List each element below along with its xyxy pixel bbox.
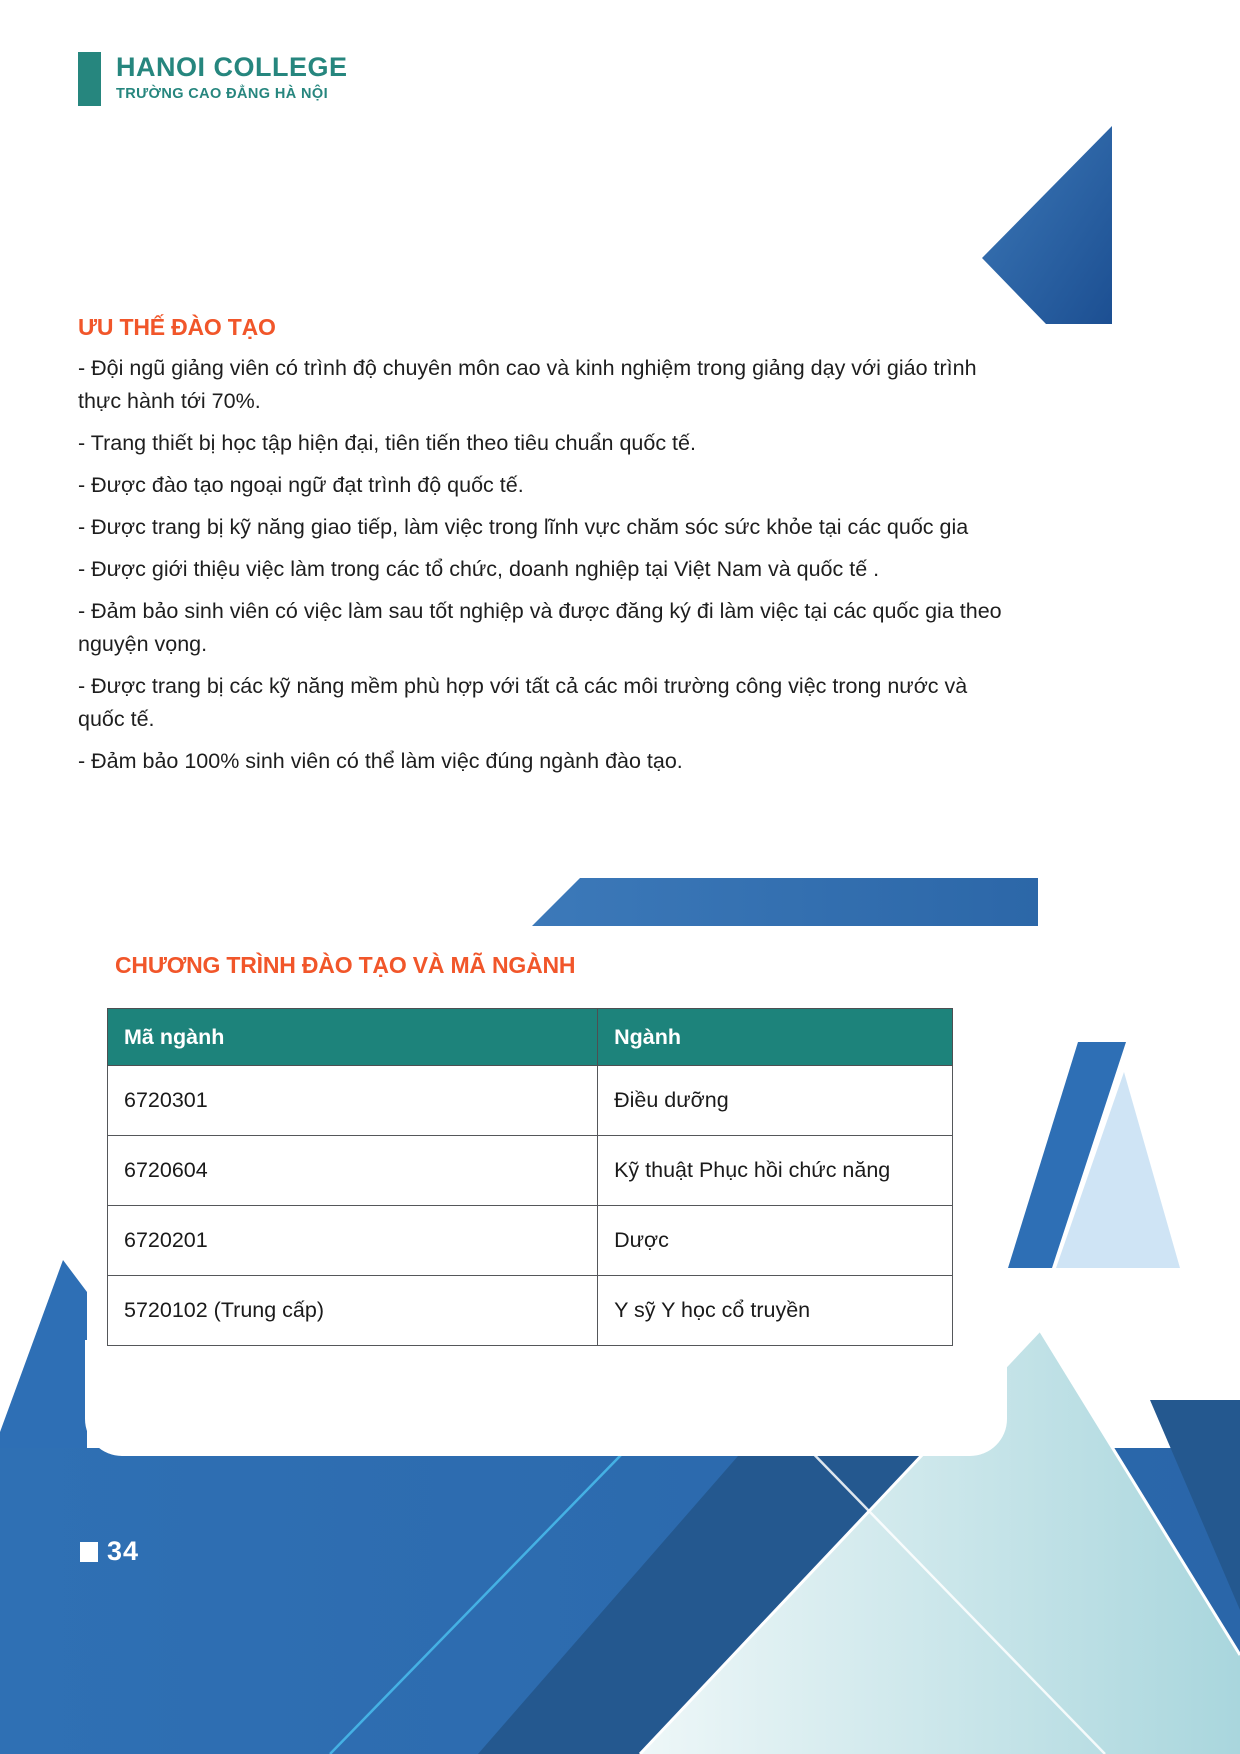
- cell-code: 6720301: [108, 1066, 598, 1136]
- table-row: [108, 1066, 953, 1136]
- column-header-code: Mã ngành: [108, 1009, 598, 1066]
- advantage-item: - Được đào tạo ngoại ngữ đạt trình độ quốc tế.: [78, 473, 524, 497]
- advantage-item: - Được giới thiệu việc làm trong các tổ chức, doanh nghiệp tại Việt Nam và quốc tế .: [78, 557, 880, 581]
- page-number-value: 34: [107, 1536, 140, 1566]
- cell-major: Dược: [598, 1206, 953, 1276]
- cell-code: 6720604: [108, 1136, 598, 1206]
- logo-title: HANOI COLLEGE: [116, 52, 348, 82]
- advantages-heading: ƯU THẾ ĐÀO TẠO: [78, 314, 276, 340]
- table-row: [108, 1276, 953, 1346]
- advantage-item: - Được trang bị kỹ năng giao tiếp, làm việc trong lĩnh vực chăm sóc sức khỏe tại các quốc gia: [78, 515, 969, 539]
- logo-bar-icon: [78, 52, 101, 106]
- advantage-item: - Đội ngũ giảng viên có trình độ chuyên môn cao và kinh nghiệm trong giảng dạy với giáo trình thực hành tới 70%.: [78, 356, 977, 413]
- advantages-list: [78, 352, 1018, 787]
- advantage-item: - Đảm bảo sinh viên có việc làm sau tốt nghiệp và được đăng ký đi làm việc tại các quốc gia theo nguyện vọng.: [78, 599, 1002, 656]
- cell-major: Y sỹ Y học cổ truyền: [598, 1276, 953, 1346]
- page-marker-icon: [80, 1542, 98, 1562]
- advantage-item: - Được trang bị các kỹ năng mềm phù hợp với tất cả các môi trường công việc trong nước và quốc tế.: [78, 674, 968, 731]
- programs-heading: CHƯƠNG TRÌNH ĐÀO TẠO VÀ MÃ NGÀNH: [115, 952, 576, 978]
- advantage-item: - Đảm bảo 100% sinh viên có thể làm việc đúng ngành đào tạo.: [78, 749, 683, 773]
- cell-major: Điều dưỡng: [598, 1066, 953, 1136]
- table-row: [108, 1206, 953, 1276]
- programs-table: [107, 1008, 953, 1346]
- advantage-item: - Trang thiết bị học tập hiện đại, tiên tiến theo tiêu chuẩn quốc tế.: [78, 431, 696, 455]
- cell-code: 5720102 (Trung cấp): [108, 1276, 598, 1346]
- table-row: [108, 1136, 953, 1206]
- column-header-major: Ngành: [598, 1009, 953, 1066]
- page-number: [80, 1536, 139, 1567]
- logo: [78, 52, 348, 106]
- cell-major: Kỹ thuật Phục hồi chức năng: [598, 1136, 953, 1206]
- cell-code: 6720201: [108, 1206, 598, 1276]
- logo-subtitle: TRƯỜNG CAO ĐẲNG HÀ NỘI: [116, 86, 329, 102]
- table-header-row: [108, 1009, 953, 1066]
